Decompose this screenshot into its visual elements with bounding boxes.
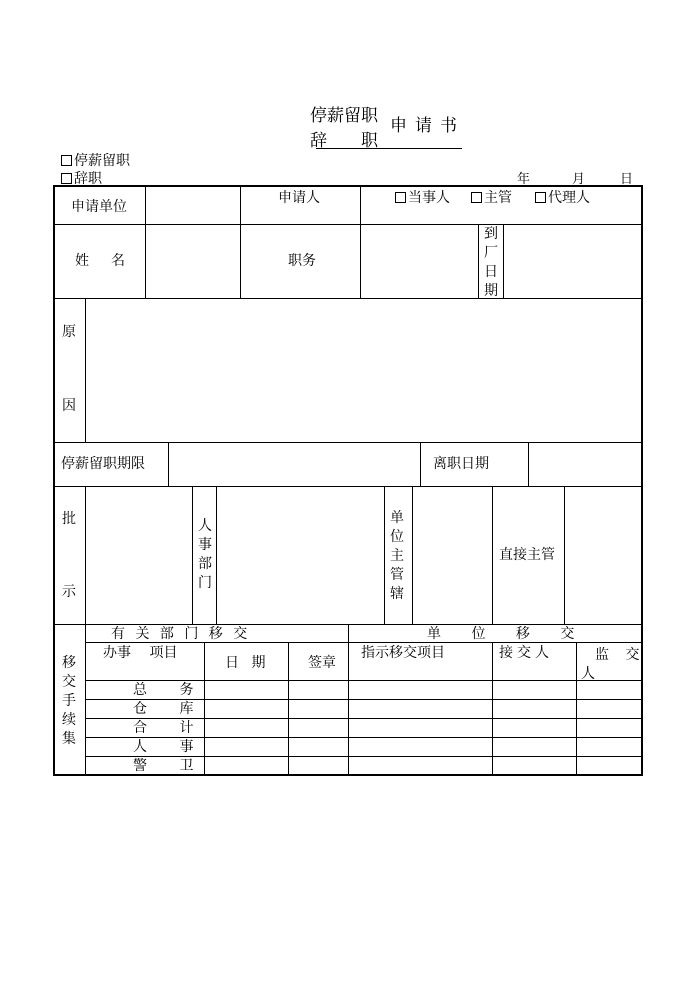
col-divider bbox=[85, 486, 86, 624]
col-date-header: 日 期 bbox=[225, 655, 266, 671]
date-day-label: 日 bbox=[620, 172, 634, 187]
row-divider bbox=[85, 642, 643, 643]
approval-label-a: 批 bbox=[62, 511, 76, 527]
row-divider bbox=[55, 442, 643, 443]
col-item-header: 办事 项目 bbox=[103, 645, 178, 661]
col-divider bbox=[204, 642, 205, 776]
checkbox-icon[interactable] bbox=[535, 192, 546, 203]
hr-dept-label: 人事部门 bbox=[198, 518, 212, 591]
handover-section-label: 移交手续集 bbox=[62, 655, 76, 747]
col-divider bbox=[85, 624, 86, 776]
col-divider bbox=[240, 187, 241, 298]
dept-row-security: 警 卫 bbox=[133, 758, 194, 774]
col-divider bbox=[492, 642, 493, 776]
col-receiver-header: 接交人 bbox=[499, 645, 553, 661]
option-suspend[interactable] bbox=[61, 150, 130, 170]
col-divider bbox=[216, 486, 217, 624]
role-supervisor-label: 主管 bbox=[484, 190, 512, 206]
col-divider bbox=[492, 486, 493, 624]
checkbox-icon[interactable] bbox=[395, 192, 406, 203]
name-label-b: 名 bbox=[111, 253, 125, 269]
col-divider bbox=[503, 224, 504, 298]
reason-label-b: 因 bbox=[62, 398, 76, 414]
dept-row-general: 总 务 bbox=[133, 682, 194, 698]
apply-unit-label: 申请单位 bbox=[71, 199, 127, 215]
row-divider bbox=[55, 486, 643, 487]
col-sign-header: 签章 bbox=[308, 655, 336, 671]
col-divider bbox=[420, 442, 421, 486]
col-divider bbox=[348, 624, 349, 776]
checkbox-icon[interactable] bbox=[61, 155, 72, 166]
direct-supervisor-label: 直接主管 bbox=[499, 547, 555, 563]
unit-head-label: 单位主管辖 bbox=[390, 510, 404, 602]
reason-label-a: 原 bbox=[62, 324, 76, 340]
col-divider bbox=[145, 187, 146, 298]
row-divider bbox=[55, 224, 643, 225]
role-agent-option[interactable] bbox=[535, 191, 590, 205]
dept-handover-header: 有 关 部 门 移 交 bbox=[111, 626, 248, 642]
title-left-line1: 停薪留职 bbox=[310, 106, 378, 126]
col-divider bbox=[85, 298, 86, 442]
suspension-period-label: 停薪留职期限 bbox=[61, 456, 145, 472]
dept-row-accounting: 合 计 bbox=[133, 720, 194, 736]
col-divider bbox=[360, 187, 361, 298]
option-resign-label: 辞职 bbox=[74, 171, 102, 187]
name-label-a: 姓 bbox=[75, 253, 89, 269]
title-left-line2-b: 职 bbox=[361, 131, 378, 151]
row-divider bbox=[85, 680, 643, 681]
col-divider bbox=[576, 642, 577, 776]
row-divider bbox=[55, 298, 643, 299]
col-divider bbox=[384, 486, 385, 624]
role-party-label: 当事人 bbox=[408, 190, 450, 206]
row-divider bbox=[55, 624, 643, 625]
col-divider bbox=[528, 442, 529, 486]
row-divider bbox=[85, 756, 643, 757]
applicant-label: 申请人 bbox=[278, 190, 320, 206]
checkbox-icon[interactable] bbox=[471, 192, 482, 203]
title-right: 申请书 bbox=[390, 116, 465, 136]
unit-handover-header: 单 位 移 交 bbox=[427, 626, 575, 642]
role-agent-label: 代理人 bbox=[548, 190, 590, 206]
col-divider bbox=[564, 486, 565, 624]
date-year-label: 年 bbox=[517, 172, 531, 187]
dept-row-warehouse: 仓 库 bbox=[133, 701, 194, 717]
col-divider bbox=[168, 442, 169, 486]
role-party-option[interactable] bbox=[395, 191, 450, 205]
col-divider bbox=[192, 486, 193, 624]
leave-date-label: 离职日期 bbox=[433, 456, 489, 472]
approval-label-b: 示 bbox=[62, 584, 76, 600]
col-divider bbox=[288, 642, 289, 776]
date-month-label: 月 bbox=[572, 172, 586, 187]
row-divider bbox=[85, 699, 643, 700]
row-divider bbox=[85, 737, 643, 738]
option-suspend-label: 停薪留职 bbox=[74, 153, 130, 169]
title-underline bbox=[316, 148, 462, 149]
position-label: 职务 bbox=[288, 253, 316, 269]
application-form-table bbox=[53, 185, 643, 776]
dept-row-hr: 人 事 bbox=[133, 739, 194, 755]
arrival-date-label: 到厂日期 bbox=[484, 226, 498, 299]
role-supervisor-option[interactable] bbox=[471, 191, 512, 205]
col-divider bbox=[478, 224, 479, 298]
row-divider bbox=[85, 718, 643, 719]
checkbox-icon[interactable] bbox=[61, 173, 72, 184]
col-divider bbox=[412, 486, 413, 624]
title-left-line2-a: 辞 bbox=[310, 131, 327, 151]
col-items-header: 指示移交项目 bbox=[361, 645, 445, 661]
col-supervisor-header: 监 交 人 bbox=[581, 647, 640, 682]
